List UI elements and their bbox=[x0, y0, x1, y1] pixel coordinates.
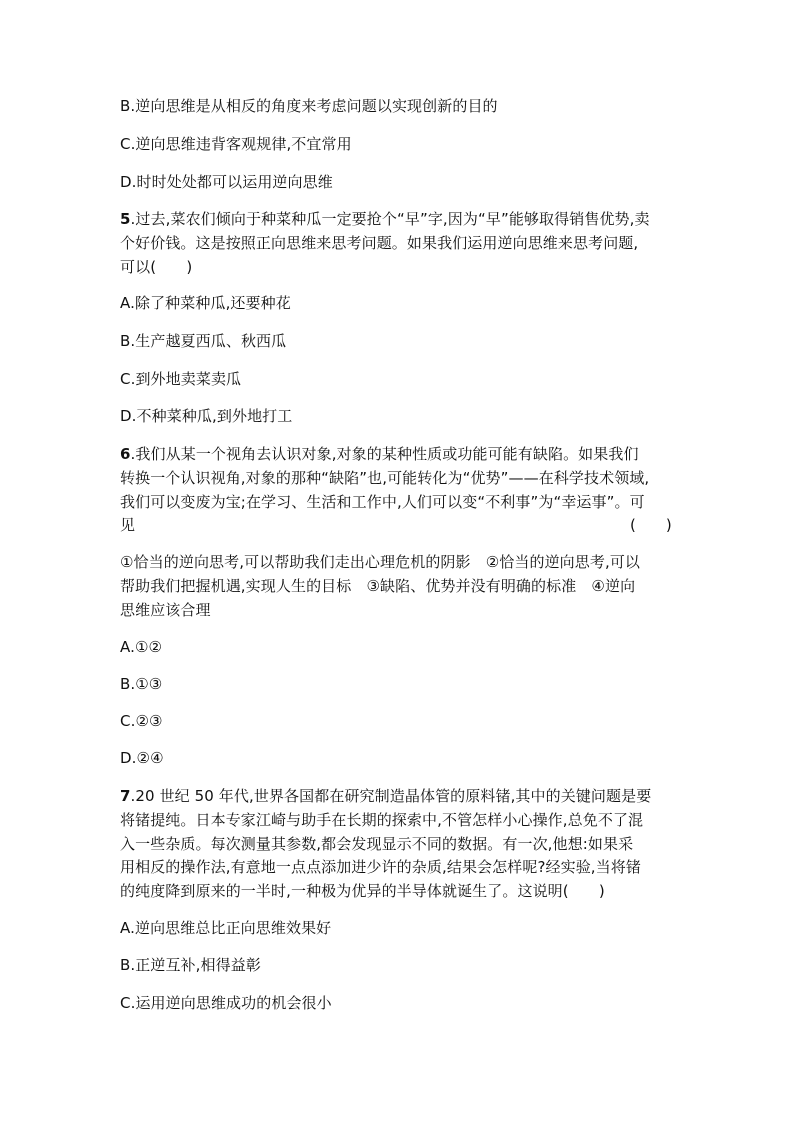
q5-stem-line-2: 个好价钱。这是按照正向思维来思考问题。如果我们运用逆向思维来思考问题, bbox=[120, 234, 639, 252]
q6-option-d: D.②④ bbox=[120, 749, 164, 767]
q4-option-d: D.时时处处都可以运用逆向思维 bbox=[120, 173, 333, 191]
q6-stem-line-1 bbox=[120, 445, 639, 463]
q5-stem-line-1 bbox=[120, 210, 650, 228]
q6-option-a: A.①② bbox=[120, 638, 163, 656]
q6-statement-line-1: ①恰当的逆向思考,可以帮助我们走出心理危机的阴影 ②恰当的逆向思考,可以 bbox=[120, 553, 641, 571]
q7-number: 7 bbox=[120, 787, 131, 805]
q7-option-b: B.正逆互补,相得益彰 bbox=[120, 956, 261, 974]
q6-stem-line-4: 见 bbox=[120, 516, 136, 534]
q7-stem-line-5: 的纯度降到原来的一半时,一种极为优异的半导体就诞生了。这说明( ) bbox=[120, 882, 605, 900]
q4-option-b: B.逆向思维是从相反的角度来考虑问题以实现创新的目的 bbox=[120, 97, 498, 115]
q5-option-c: C.到外地卖菜卖瓜 bbox=[120, 370, 242, 388]
q6-stem-line-2: 转换一个认识视角,对象的那种“缺陷”也,可能转化为“优势”——在科学技术领域, bbox=[120, 469, 650, 487]
q5-option-d: D.不种菜种瓜,到外地打工 bbox=[120, 407, 293, 425]
q5-stem-text-1: .过去,菜农们倾向于种菜种瓜一定要抢个“早”字,因为“早”能够取得销售优势,卖 bbox=[130, 210, 650, 228]
q6-stem-line-3: 我们可以变废为宝;在学习、生活和工作中,人们可以变“不利事”为“幸运事”。可 bbox=[120, 493, 645, 511]
q7-option-c: C.运用逆向思维成功的机会很小 bbox=[120, 994, 332, 1012]
q6-option-b: B.①③ bbox=[120, 675, 163, 693]
q5-stem-line-3: 可以( ) bbox=[120, 258, 193, 276]
q6-number: 6 bbox=[120, 445, 131, 463]
q7-stem-text-1: .20 世纪 50 年代,世界各国都在研究制造晶体管的原料锗,其中的关键问题是要 bbox=[130, 787, 652, 805]
q6-stem-text-1: .我们从某一个视角去认识对象,对象的某种性质或功能可能有缺陷。如果我们 bbox=[130, 445, 639, 463]
q5-number: 5 bbox=[120, 210, 131, 228]
q7-stem-line-3: 入一些杂质。每次测量其参数,都会发现显示不同的数据。有一次,他想:如果采 bbox=[120, 835, 634, 853]
q7-option-a: A.逆向思维总比正向思维效果好 bbox=[120, 919, 332, 937]
q7-stem-line-2: 将锗提纯。日本专家江崎与助手在长期的探索中,不管怎样小心操作,总免不了混 bbox=[120, 811, 644, 829]
q7-stem-line-1 bbox=[120, 787, 651, 805]
q5-option-a: A.除了种菜种瓜,还要种花 bbox=[120, 294, 291, 312]
q6-statement-line-2: 帮助我们把握机遇,实现人生的目标 ③缺陷、优势并没有明确的标准 ④逆向 bbox=[120, 577, 636, 595]
q7-stem-line-4: 用相反的操作法,有意地一点点添加进少许的杂质,结果会怎样呢?经实验,当将锗 bbox=[120, 858, 641, 876]
q6-statement-line-3: 思维应该合理 bbox=[120, 601, 211, 619]
q4-option-c: C.逆向思维违背客观规律,不宜常用 bbox=[120, 135, 352, 153]
q6-option-c: C.②③ bbox=[120, 712, 163, 730]
q6-answer-paren: ( ) bbox=[630, 516, 672, 534]
q5-option-b: B.生产越夏西瓜、秋西瓜 bbox=[120, 332, 287, 350]
